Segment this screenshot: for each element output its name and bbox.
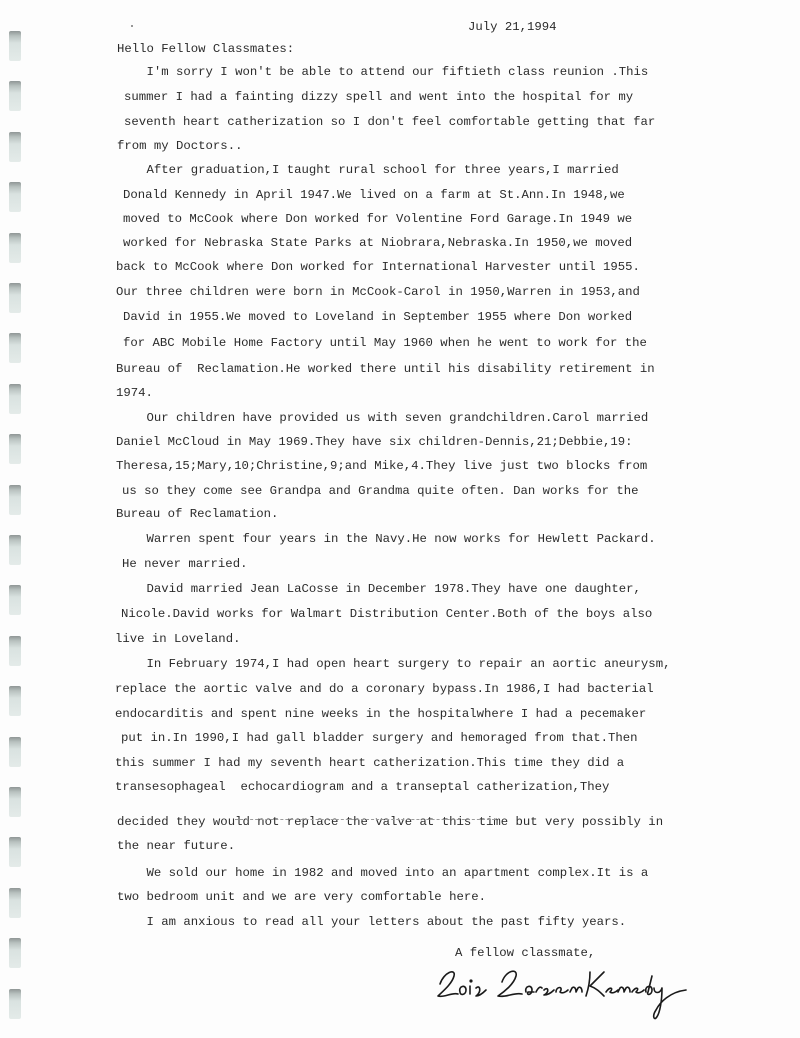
binder-hole — [9, 132, 21, 162]
binder-hole — [9, 384, 21, 414]
letter-line: After graduation,I taught rural school for three years,I married — [117, 163, 619, 177]
closing-phrase: A fellow classmate, — [455, 946, 596, 960]
letter-line: back to McCook where Don worked for International Harvester until 1955. — [116, 260, 640, 274]
letter-line: 1974. — [116, 386, 153, 400]
scan-artifact-line — [235, 819, 495, 820]
letter-line: In February 1974,I had open heart surgery to repair an aortic aneurysm, — [117, 657, 671, 671]
binder-hole — [9, 283, 21, 313]
letter-line: transesophageal echocardiogram and a transeptal catherization,They — [115, 780, 610, 794]
binder-hole — [9, 485, 21, 515]
letter-line: Bureau of Reclamation.He worked there until his disability retirement in — [116, 362, 655, 376]
binder-hole — [9, 81, 21, 111]
binder-hole — [9, 535, 21, 565]
binder-hole — [9, 686, 21, 716]
letter-line: I am anxious to read all your letters about the past fifty years. — [117, 915, 627, 929]
binder-hole — [9, 434, 21, 464]
letter-line: Theresa,15;Mary,10;Christine,9;and Mike,4.They live just two blocks from — [116, 459, 648, 473]
letter-line: David in 1955.We moved to Loveland in September 1955 where Don worked — [123, 310, 633, 324]
handwritten-signature — [430, 962, 690, 1022]
letter-line: for ABC Mobile Home Factory until May 1960 when he went to work for the — [123, 336, 647, 350]
letter-line: summer I had a fainting dizzy spell and went into the hospital for my — [124, 90, 634, 104]
binder-hole — [9, 737, 21, 767]
binder-hole — [9, 636, 21, 666]
letter-line: Our three children were born in McCook-Carol in 1950,Warren in 1953,and — [116, 285, 640, 299]
letter-line: replace the aortic valve and do a coronary bypass.In 1986,I had bacterial — [115, 682, 654, 696]
letter-line: live in Loveland. — [115, 632, 241, 646]
letter-line: decided they would not replace the valve at this time but very possibly in — [117, 815, 664, 829]
letter-line: Donald Kennedy in April 1947.We lived on a farm at St.Ann.In 1948,we — [123, 188, 625, 202]
letter-date: July 21,1994 — [468, 20, 557, 34]
binder-hole — [9, 787, 21, 817]
binder-hole — [9, 31, 21, 61]
letter-line: He never married. — [122, 557, 248, 571]
letter-line: seventh heart catherization so I don't feel comfortable getting that far — [124, 115, 656, 129]
letter-line: put in.In 1990,I had gall bladder surgery and hemoraged from that.Then — [121, 731, 638, 745]
letter-line: Our children have provided us with seven grandchildren.Carol married — [117, 411, 649, 425]
binder-hole — [9, 182, 21, 212]
letter-line: Nicole.David works for Walmart Distribution Center.Both of the boys also — [121, 607, 653, 621]
binder-hole — [9, 585, 21, 615]
binder-hole — [9, 837, 21, 867]
salutation: Hello Fellow Classmates: — [117, 42, 295, 56]
letter-line: worked for Nebraska State Parks at Niobrara,Nebraska.In 1950,we moved — [123, 236, 633, 250]
letter-line: this summer I had my seventh heart catherization.This time they did a — [115, 756, 625, 770]
letter-line: us so they come see Grandpa and Grandma quite often. Dan works for the — [122, 484, 639, 498]
letter-line: endocarditis and spent nine weeks in the hospitalwhere I had a pecemaker — [115, 707, 647, 721]
binder-hole-strip — [0, 0, 30, 1038]
binder-hole — [9, 938, 21, 968]
binder-hole — [9, 989, 21, 1019]
binder-hole — [9, 333, 21, 363]
letter-line: Daniel McCloud in May 1969.They have six children-Dennis,21;Debbie,19: — [116, 435, 633, 449]
stray-ink-dot — [131, 25, 133, 27]
letter-line: Warren spent four years in the Navy.He now works for Hewlett Packard. — [117, 532, 656, 546]
letter-line: from my Doctors.. — [117, 139, 243, 153]
signature-icon — [430, 962, 690, 1022]
letter-line: I'm sorry I won't be able to attend our fiftieth class reunion .This — [117, 65, 649, 79]
binder-hole — [9, 888, 21, 918]
letter-line: the near future. — [117, 839, 236, 853]
letter-line: We sold our home in 1982 and moved into an apartment complex.It is a — [117, 866, 649, 880]
binder-hole — [9, 233, 21, 263]
letter-line: Bureau of Reclamation. — [116, 507, 279, 521]
letter-line: moved to McCook where Don worked for Volentine Ford Garage.In 1949 we — [123, 212, 633, 226]
letter-line: David married Jean LaCosse in December 1978.They have one daughter, — [117, 582, 641, 596]
letter-line: two bedroom unit and we are very comfortable here. — [117, 890, 486, 904]
